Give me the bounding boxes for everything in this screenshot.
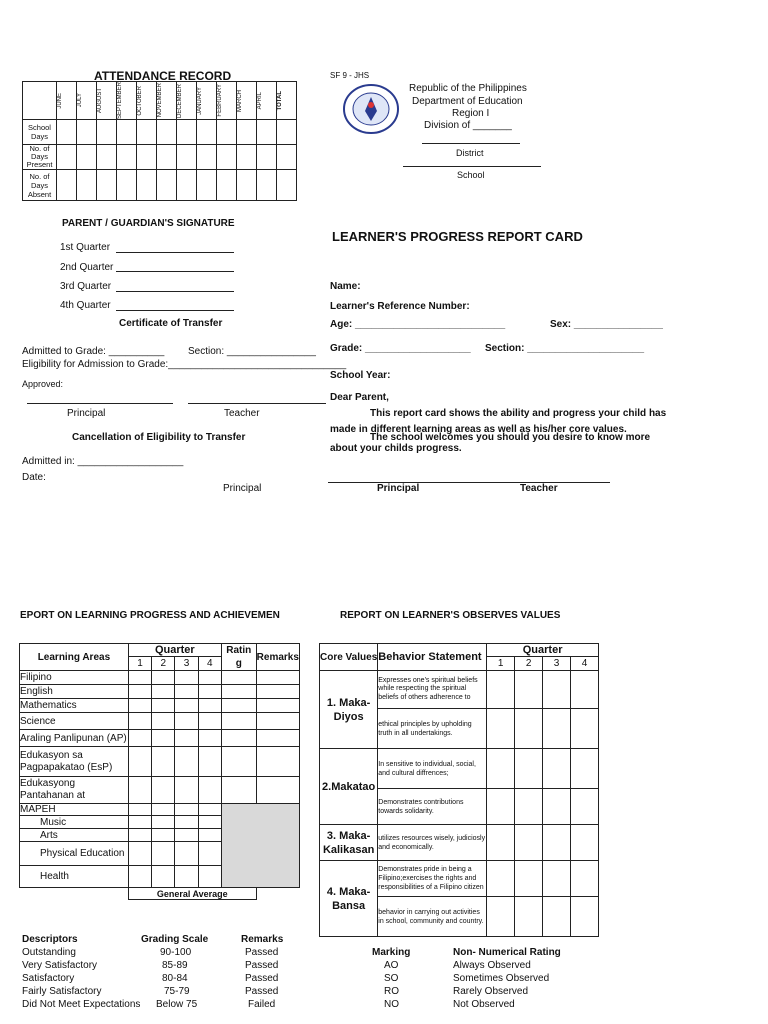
behavior-statement: behavior in carrying out activities in school, community and country. (378, 897, 487, 937)
subject-label: Music (20, 816, 129, 829)
quarter-2: 2 (152, 657, 175, 671)
behavior-statement: ethical principles by upholding truth in all undertakings. (378, 709, 487, 749)
principal-label-2: Principal (223, 483, 262, 494)
descriptor-name: Did Not Meet Expectations (22, 999, 141, 1010)
admitted-in-field[interactable]: Admitted in: ___________________ (22, 456, 184, 467)
quarter-4-signature-line[interactable] (116, 310, 234, 311)
core-value-label: 4. Maka-Bansa (320, 861, 378, 937)
remarks-header: Remarks (241, 934, 284, 945)
subject-label: Edukasyon sa Pagpapakatao (EsP) (20, 747, 129, 777)
dear-parent: Dear Parent, (330, 392, 389, 403)
marking-code: RO (384, 986, 399, 997)
descriptor-scale: Below 75 (156, 999, 198, 1010)
marking-code: SO (384, 973, 399, 984)
header-remarks: Remarks (256, 644, 299, 671)
header-behavior: Behavior Statement (378, 644, 487, 671)
marking-rating: Always Observed (453, 960, 531, 971)
subject-label: MAPEH (20, 804, 129, 816)
lrn-label[interactable]: Learner's Reference Number: (330, 301, 470, 312)
core-value-label: 1. Maka-Diyos (320, 671, 378, 749)
cancel-title: Cancellation of Eligibility to Transfer (72, 432, 246, 443)
name-label[interactable]: Name: (330, 281, 361, 292)
quarter-2-signature-line[interactable] (116, 271, 234, 272)
marking-rating: Not Observed (453, 999, 515, 1010)
date-label: Date: (22, 472, 46, 483)
deped-seal-icon (342, 83, 400, 135)
department-label: Department of Education (412, 96, 523, 107)
section-field-2[interactable]: Section: _____________________ (485, 343, 645, 354)
general-average-label: General Average (128, 888, 256, 900)
core-value-label: 2.Makatao (320, 749, 378, 825)
month-header: APRIL (257, 91, 263, 110)
subject-label: Araling Panlipunan (AP) (20, 730, 129, 747)
behavior-statement: utilizes resources wisely, judiciosly and economically. (378, 825, 487, 861)
subject-label: Health (20, 866, 129, 888)
marking-rating: Sometimes Observed (453, 973, 550, 984)
descriptor-scale: 85-89 (162, 960, 188, 971)
behavior-statement: Demonstrates pride in being a Filipino;exercises the rights and responsibilities of a Filipino citizen (378, 861, 487, 897)
quarter-4: 4 (571, 657, 599, 671)
quarter-2-label: 2nd Quarter (60, 262, 114, 273)
month-header: AUGUST (97, 88, 103, 114)
school-year-label[interactable]: School Year: (330, 370, 391, 381)
marking-rating: Rarely Observed (453, 986, 529, 997)
marking-code: NO (384, 999, 399, 1010)
republic-label: Republic of the Philippines (409, 83, 527, 94)
quarter-1: 1 (487, 657, 515, 671)
section-field[interactable]: Section: ________________ (188, 346, 316, 357)
letter-line-2: made in different learning areas as well as his/her core values. (330, 424, 627, 435)
quarter-4-label: 4th Quarter (60, 300, 111, 311)
behavior-statement: In sensitive to individual, social, and cultural diffrences; (378, 749, 487, 789)
teacher-label: Teacher (224, 408, 260, 419)
form-code: SF 9 - JHS (330, 71, 370, 80)
row-label: No. of Days Absent (23, 170, 57, 201)
values-title: REPORT ON LEARNER'S OBSERVES VALUES (340, 610, 561, 621)
header-core-values: Core Values (320, 644, 378, 671)
transfer-title: Certificate of Transfer (119, 318, 223, 329)
subject-label: English (20, 685, 129, 699)
subject-label: Filipino (20, 671, 129, 685)
header-quarter: Quarter (128, 644, 221, 657)
quarter-3: 3 (543, 657, 571, 671)
descriptor-name: Outstanding (22, 947, 76, 958)
month-header: JANUARY (197, 86, 203, 115)
quarter-1-label: 1st Quarter (60, 242, 111, 253)
letter-line-3: The school welcomes you should you desire to know more (370, 432, 651, 443)
letter-line-1: This report card shows the ability and progress your child has (370, 408, 667, 419)
behavior-statement: Expresses one's spiritual beliefs while respecting the spiritual beliefs of others adherence to (378, 671, 487, 709)
row-label: No. of Days Present (23, 145, 57, 170)
quarter-4: 4 (198, 657, 221, 671)
age-field[interactable]: Age: ___________________________ (330, 319, 506, 330)
descriptor-scale: 90-100 (160, 947, 192, 958)
quarter-3-signature-line[interactable] (116, 291, 234, 292)
subject-label: Physical Education (20, 842, 129, 866)
subject-label: Science (20, 713, 129, 730)
descriptor-remark: Passed (245, 986, 279, 997)
behavior-statement: Demonstrates contributions towards solidarity. (378, 789, 487, 825)
descriptor-scale: 75-79 (164, 986, 190, 997)
grade-field[interactable]: Grade: ___________________ (330, 343, 471, 354)
descriptor-remark: Passed (245, 960, 279, 971)
attendance-title: ATTENDANCE RECORD (94, 69, 232, 83)
signature-title: PARENT / GUARDIAN'S SIGNATURE (62, 218, 235, 229)
header-learning-areas: Learning Areas (20, 644, 129, 671)
division-field[interactable]: Division of _______ (424, 120, 512, 131)
core-value-label: 3. Maka-Kalikasan (320, 825, 378, 861)
principal-label-3: Principal (377, 483, 420, 494)
admitted-grade-field[interactable]: Admitted to Grade: __________ (22, 346, 165, 357)
teacher-label-2: Teacher (520, 483, 558, 494)
sex-field[interactable]: Sex: ________________ (550, 319, 663, 330)
month-header-total: TOTAL (277, 90, 283, 111)
quarter-3-label: 3rd Quarter (60, 281, 112, 292)
non-numerical-header: Non- Numerical Rating (453, 947, 561, 958)
quarter-2: 2 (515, 657, 543, 671)
descriptor-remark: Failed (248, 999, 276, 1010)
letter-line-4: about your childs progress. (330, 443, 462, 454)
learning-table (19, 643, 300, 900)
descriptor-remark: Passed (245, 973, 279, 984)
subject-label: Arts (20, 829, 129, 842)
month-header: MARCH (237, 89, 243, 112)
descriptor-name: Very Satisfactory (22, 960, 98, 971)
report-card-title: LEARNER'S PROGRESS REPORT CARD (332, 229, 583, 244)
quarter-1: 1 (128, 657, 151, 671)
values-table (319, 643, 599, 937)
month-header: OCTOBER (137, 85, 143, 116)
learning-title: EPORT ON LEARNING PROGRESS AND ACHIEVEMEN (20, 610, 280, 621)
month-header: DECEMBER (177, 83, 183, 118)
month-header: NOVEMBER (157, 83, 163, 118)
quarter-1-signature-line[interactable] (116, 252, 234, 253)
marking-header: Marking (372, 947, 411, 958)
month-header: SEPTEMBER (117, 82, 123, 120)
district-label: District (456, 148, 484, 158)
subject-label: Edukasyong Pantahanan at (20, 777, 129, 804)
quarter-3: 3 (175, 657, 198, 671)
school-label: School (457, 170, 485, 180)
grading-scale-header: Grading Scale (141, 934, 209, 945)
descriptor-remark: Passed (245, 947, 279, 958)
month-header: JULY (77, 93, 83, 108)
row-label: School Days (23, 120, 57, 145)
subject-label: Mathematics (20, 699, 129, 713)
month-header: JUNE (57, 92, 63, 109)
principal-label: Principal (67, 408, 106, 419)
attendance-table (22, 81, 297, 201)
header-quarter-values: Quarter (487, 644, 599, 657)
descriptor-scale: 80-84 (162, 973, 188, 984)
eligibility-field[interactable]: Eligibility for Admission to Grade:________________________________ (22, 359, 347, 370)
descriptor-name: Satisfactory (22, 973, 75, 984)
region-label: Region I (452, 108, 490, 119)
descriptors-header: Descriptors (22, 934, 78, 945)
month-header: FEBRUARY (217, 84, 223, 117)
descriptor-name: Fairly Satisfactory (22, 986, 102, 997)
approved-label: Approved: (22, 379, 64, 389)
header-rating: Ratin g (221, 644, 256, 671)
marking-code: AO (384, 960, 399, 971)
